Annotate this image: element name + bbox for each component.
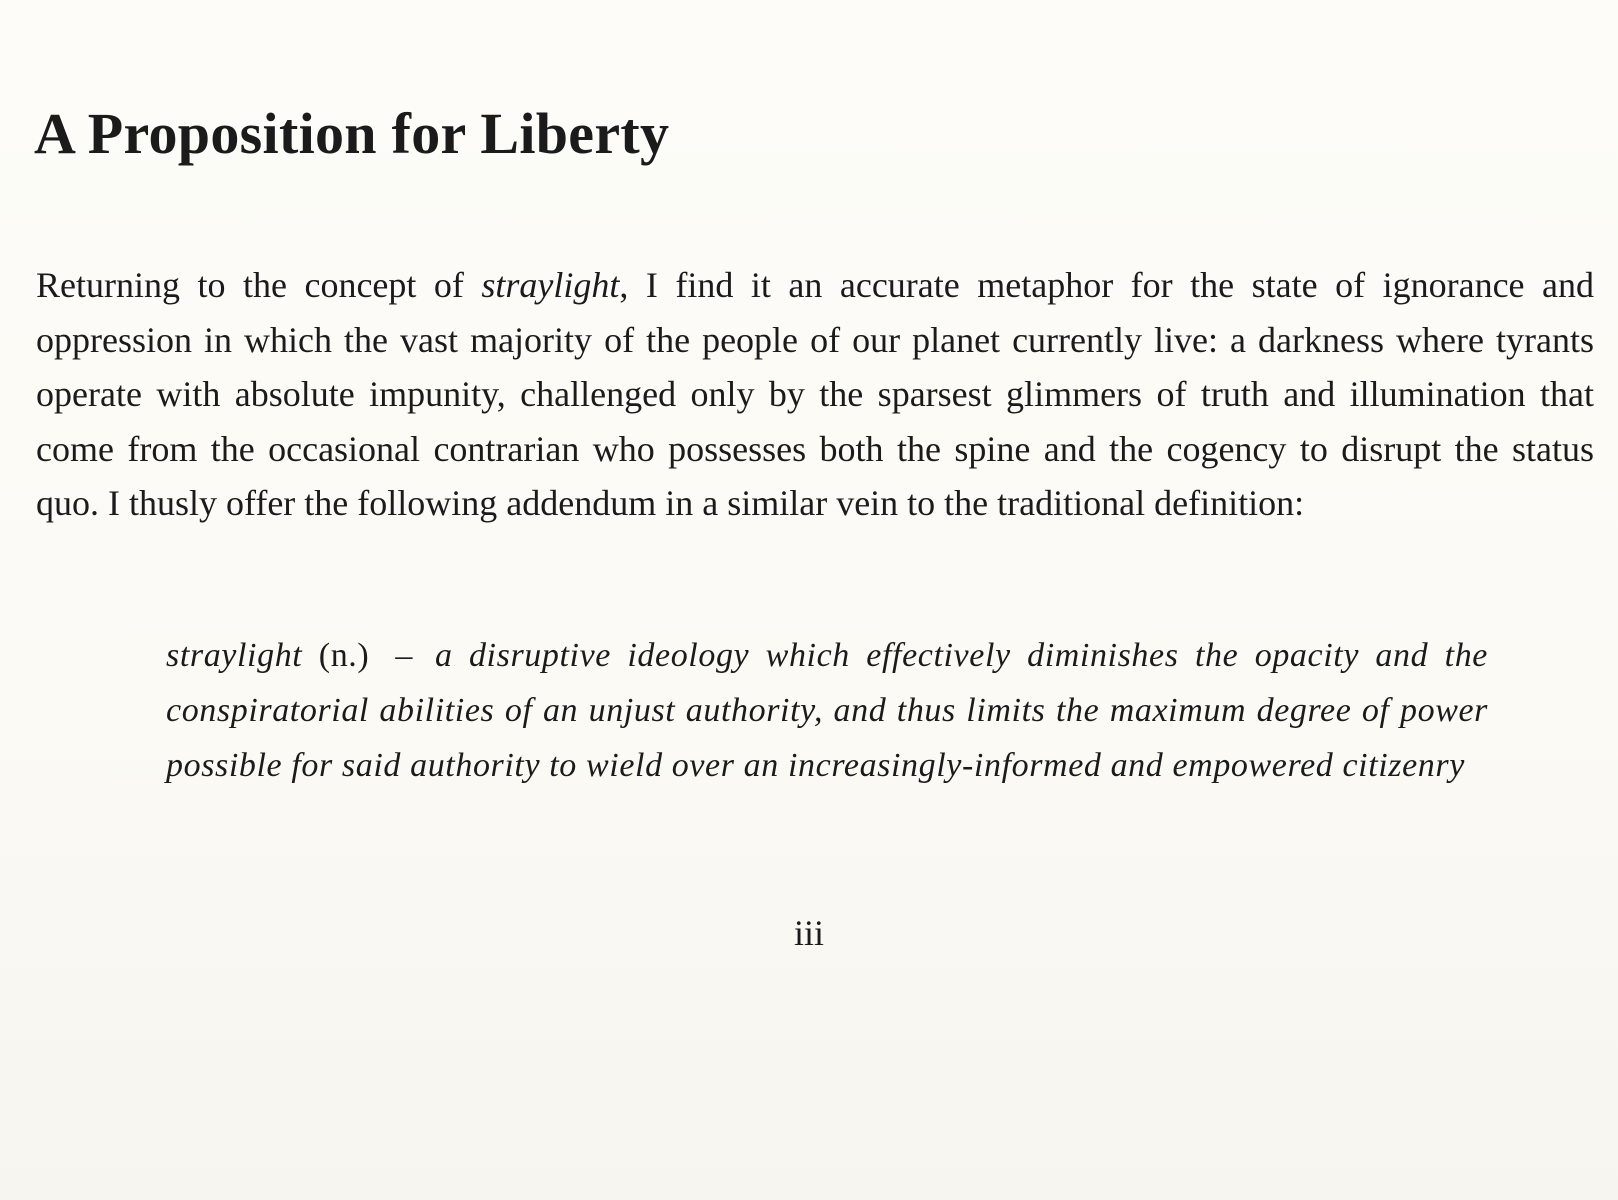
body-paragraph [36, 258, 1594, 531]
paragraph-text-start: Returning to the concept of [36, 265, 482, 305]
definition-text: a disruptive ideology which effectively diminishes the opacity and the conspiratorial abilities of an unjust authority, and thus limits the maximum degree of power possible for said authority to wield over an increasingly-informed and empowered citizenry [166, 637, 1488, 784]
page-number: iii [793, 913, 824, 953]
definition-term: straylight [166, 637, 303, 674]
emphasized-term: straylight [481, 265, 620, 305]
part-of-speech: (n.) [318, 637, 370, 674]
chapter-title: A Proposition for Liberty [34, 101, 670, 166]
paragraph-text-rest: , I find it an accurate metaphor for the state of ignorance and oppression in which the vast majority of the people of our planet currently live: a darkness where tyrants operate with absolute impunity, challenged only by the sparsest glimmers of truth and illumination that come from the occasional contrarian who possesses both the spine and the cogency to disrupt the status quo. I thusly offer the following addendum in a similar vein to the traditional definition: [36, 265, 1594, 523]
definition-dash: – [395, 637, 413, 674]
definition-block [166, 628, 1488, 793]
